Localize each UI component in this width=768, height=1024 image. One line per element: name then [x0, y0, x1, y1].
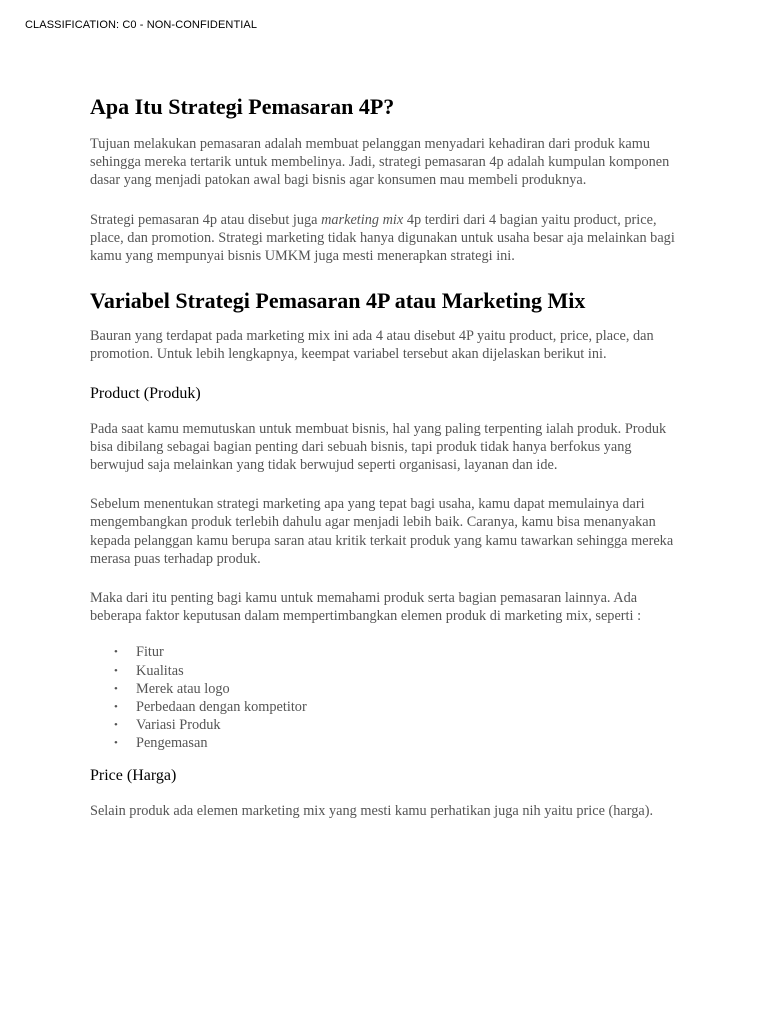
- heading-variabel-strategi: Variabel Strategi Pemasaran 4P atau Marketing Mix: [90, 288, 586, 314]
- bullet-icon: •: [114, 664, 118, 677]
- paragraph-product-2: Sebelum menentukan strategi marketing apa yang tepat bagi usaha, kamu dapat memulainya dari mengembangkan produk terlebih dahulu agar menjadi lebih baik. Caranya, kamu bisa menanyakan kepada pelanggan kamu berupa saran atau kritik terkait produk yang kamu tawarkan sehingga mereka merasa puas terhadap produk.: [90, 496, 674, 567]
- list-item-text: Fitur: [136, 644, 164, 661]
- list-item-text: Variasi Produk: [136, 716, 221, 733]
- bullet-icon: •: [114, 700, 118, 713]
- list-item: [90, 716, 680, 734]
- list-item-text: Merek atau logo: [136, 680, 230, 697]
- list-item-text: Kualitas: [136, 662, 184, 679]
- paragraph-tujuan-pemasaran: Tujuan melakukan pemasaran adalah membuat pelanggan menyadari kehadiran dari produk kamu sehingga mereka tertarik untuk membelinya. Jadi, strategi pemasaran 4p adalah kumpulan komponen dasar yang menjadi patokan awal bagi bisnis agar konsumen mau membeli produknya.: [90, 136, 670, 189]
- bullet-icon: •: [114, 646, 118, 659]
- paragraph-strategi-4p: [90, 211, 680, 266]
- marketing-mix-emphasis: marketing mix: [321, 211, 404, 228]
- bullet-icon: •: [114, 682, 118, 695]
- list-item: [90, 680, 680, 698]
- heading-product: Product (Produk): [90, 384, 201, 402]
- list-item-text: Perbedaan dengan kompetitor: [136, 698, 307, 715]
- list-item: [90, 698, 680, 716]
- paragraph-price-1: Selain produk ada elemen marketing mix yang mesti kamu perhatikan juga nih yaitu price (harga).: [90, 803, 654, 820]
- paragraph-product-3: Maka dari itu penting bagi kamu untuk memahami produk serta bagian pemasaran lainnya. Ada beberapa faktor keputusan dalam mempertimbangkan elemen produk di marketing mix, seperti :: [90, 590, 642, 625]
- bullet-icon: •: [114, 736, 118, 749]
- document-body: [90, 93, 680, 820]
- list-item: [90, 643, 680, 661]
- heading-apa-itu-strategi: Apa Itu Strategi Pemasaran 4P?: [90, 94, 395, 119]
- classification-label: CLASSIFICATION: C0 - NON-CONFIDENTIAL: [25, 19, 258, 31]
- paragraph-strategi-4p-start: Strategi pemasaran 4p atau disebut juga: [90, 211, 322, 228]
- product-features-list: [90, 643, 680, 752]
- list-item-text: Pengemasan: [136, 734, 208, 751]
- heading-price: Price (Harga): [90, 767, 177, 785]
- paragraph-strategi-4p-end: 4p terdiri dari 4 bagian yaitu product, price, place, dan promotion. Strategi marketing tidak hanya digunakan untuk usaha besar aja melainkan bagi kamu yang mempunyai bisnis UMKM juga mesti menerapkan strategi ini.: [90, 211, 675, 265]
- bullet-icon: •: [114, 718, 118, 731]
- list-item: [90, 662, 680, 680]
- paragraph-product-1: Pada saat kamu memutuskan untuk membuat bisnis, hal yang paling terpenting ialah produk. Produk bisa dibilang sebagai bagian penting dari sebuah bisnis, tapi produk tidak hanya berfokus yang berwujud saja melainkan yang tidak berwujud seperti organisasi, layanan dan ide.: [90, 420, 667, 474]
- list-item: [90, 734, 680, 752]
- paragraph-bauran: Bauran yang terdapat pada marketing mix ini ada 4 atau disebut 4P yaitu product, price, place, dan promotion. Untuk lebih lengkapnya, keempat variabel tersebut akan dijelaskan berikut ini.: [90, 328, 654, 363]
